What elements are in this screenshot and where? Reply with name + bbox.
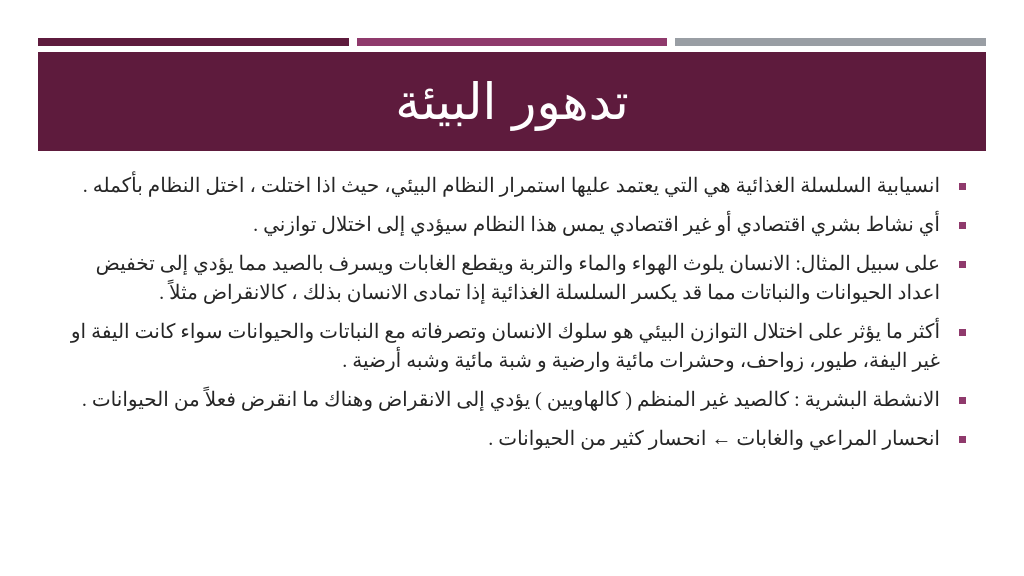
square-bullet-icon — [959, 329, 966, 336]
bullet-item — [58, 250, 968, 308]
top-accent-bar-gray — [675, 38, 986, 46]
bullet-text: أكثر ما يؤثر على اختلال التوازن البيئي هو سلوك الانسان وتصرفاته مع النباتات والحيوانات سواء كانت اليفة او غير اليفة، طيور، زواحف، وحشرات مائية وارضية و شبة مائية وشبه أرضية . — [70, 321, 940, 372]
bullet-item — [58, 318, 968, 376]
top-accent-bar-mid — [357, 38, 667, 46]
bullet-item — [58, 211, 968, 240]
bullet-list — [58, 172, 968, 464]
square-bullet-icon — [959, 222, 966, 229]
square-bullet-icon — [959, 183, 966, 190]
bullet-text: انحسار المراعي والغابات ← انحسار كثير من الحيوانات . — [488, 428, 940, 450]
slide-title: تدهور البيئة — [395, 72, 629, 131]
bullet-text: الانشطة البشرية : كالصيد غير المنظم ( كالهاويين ) يؤدي إلى الانقراض وهناك ما انقرض فعلاً من الحيوانات . — [81, 389, 940, 411]
title-band — [38, 52, 986, 151]
bullet-text: على سبيل المثال: الانسان يلوث الهواء والماء والتربة ويقطع الغابات ويسرف بالصيد مما يؤدي إلى تخفيض اعداد الحيوانات والنباتات مما قد يكسر السلسلة الغذائية إذا تمادى الانسان بذلك ، كالانقراض مثلاً . — [95, 253, 940, 304]
bullet-text: أي نشاط بشري اقتصادي أو غير اقتصادي يمس هذا النظام سيؤدي إلى اختلال توازني . — [253, 214, 940, 236]
bullet-text: انسيابية السلسلة الغذائية هي التي يعتمد عليها استمرار النظام البيئي، حيث اذا اختلت ، اختل النظام بأكمله . — [82, 175, 940, 197]
square-bullet-icon — [959, 261, 966, 268]
square-bullet-icon — [959, 397, 966, 404]
top-accent-bar-dark — [38, 38, 349, 46]
square-bullet-icon — [959, 436, 966, 443]
bullet-item — [58, 425, 968, 454]
bullet-item — [58, 172, 968, 201]
bullet-item — [58, 386, 968, 415]
